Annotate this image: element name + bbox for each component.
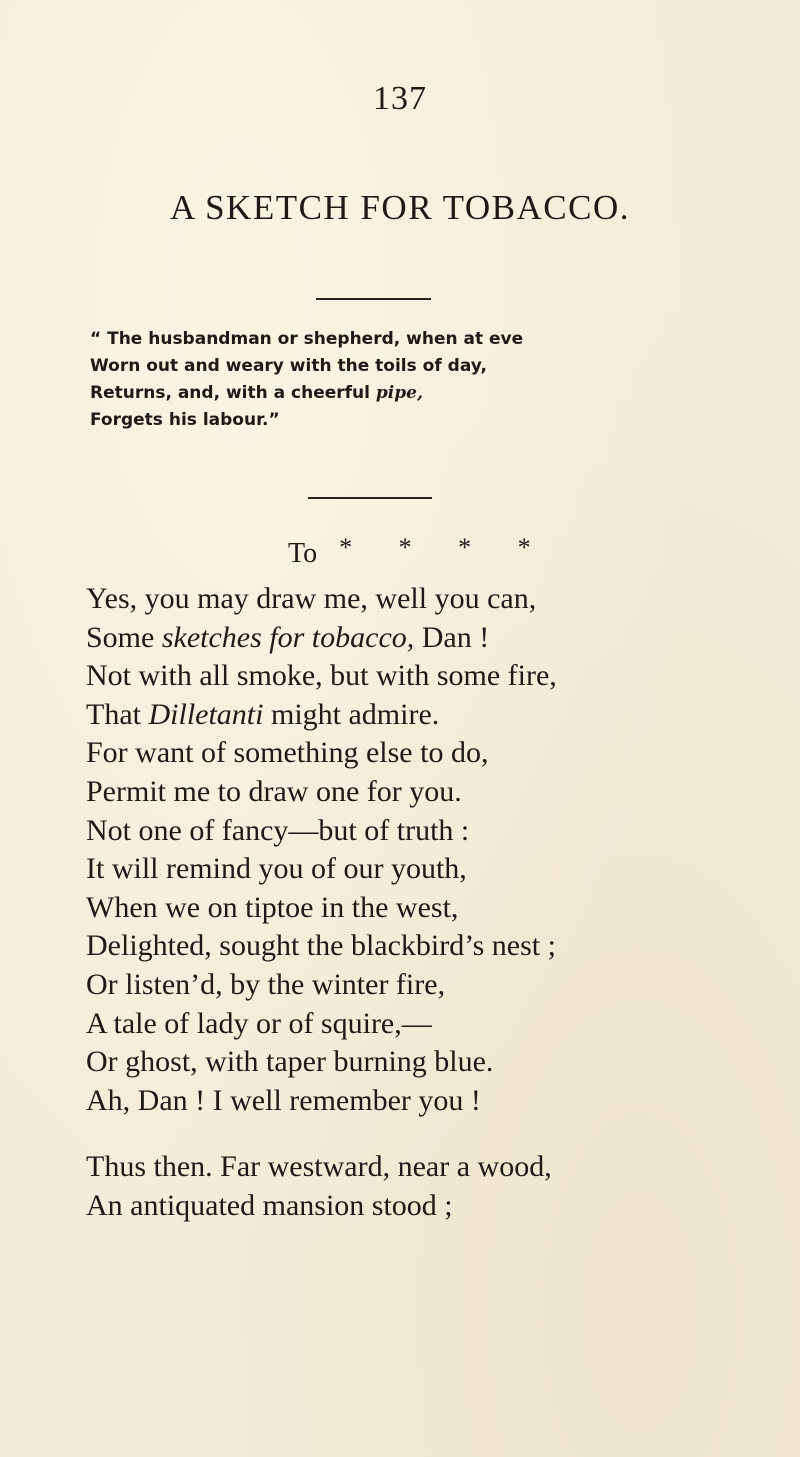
- poem-line-italic: Dilletanti: [148, 697, 264, 731]
- poem-line: [86, 696, 786, 735]
- poem-line: A tale of lady or of squire,—: [86, 1006, 432, 1040]
- page-number: 137: [373, 80, 427, 117]
- poem-line: Thus then. Far westward, near a wood,: [86, 1150, 552, 1184]
- epigraph: [90, 326, 730, 434]
- epigraph-line-1: “ The husbandman or shepherd, when at eve: [90, 329, 524, 349]
- epigraph-line-4: Forgets his labour.”: [90, 410, 280, 430]
- poem-line: [86, 619, 786, 658]
- epigraph-line-3-text: Returns, and, with a cheerful: [90, 383, 376, 403]
- dedication-stars: * * * *: [339, 533, 551, 562]
- dedication: [288, 533, 551, 570]
- poem-line-text: Dan !: [414, 620, 490, 654]
- poem-line: Yes, you may draw me, well you can,: [86, 582, 537, 615]
- divider-rule-top: [316, 298, 431, 300]
- poem-line: Permit me to draw one for you.: [86, 774, 462, 808]
- poem-line: For want of something else to do,: [86, 736, 489, 770]
- epigraph-line-2: Worn out and weary with the toils of day,: [90, 356, 487, 376]
- poem-body: [86, 580, 786, 1226]
- page-title: A SKETCH FOR TOBACCO.: [169, 188, 631, 227]
- poem-line-text: Some: [86, 620, 162, 654]
- poem-line: Or ghost, with taper burning blue.: [86, 1045, 494, 1079]
- epigraph-line-3: [90, 380, 730, 407]
- poem-line-text: That: [86, 697, 149, 731]
- poem-line: Not one of fancy—but of truth :: [86, 813, 470, 847]
- poem-line: An antiquated mansion stood ;: [86, 1188, 453, 1222]
- poem-line-text: might admire.: [263, 697, 440, 731]
- poem-line: When we on tiptoe in the west,: [86, 890, 459, 924]
- divider-rule-bottom: [308, 497, 432, 499]
- stanza-break: [86, 1120, 786, 1148]
- dedication-label: To: [288, 538, 318, 569]
- poem-line-italic: sketches for tobacco,: [161, 620, 415, 654]
- poem-line: Ah, Dan ! I well remember you !: [86, 1083, 481, 1117]
- epigraph-line-3-italic: pipe,: [375, 383, 423, 403]
- poem-line: It will remind you of our youth,: [86, 852, 467, 886]
- poem-line: Delighted, sought the blackbird’s nest ;: [86, 929, 556, 963]
- poem-line: Or listen’d, by the winter fire,: [86, 967, 446, 1001]
- poem-line: Not with all smoke, but with some fire,: [86, 659, 557, 693]
